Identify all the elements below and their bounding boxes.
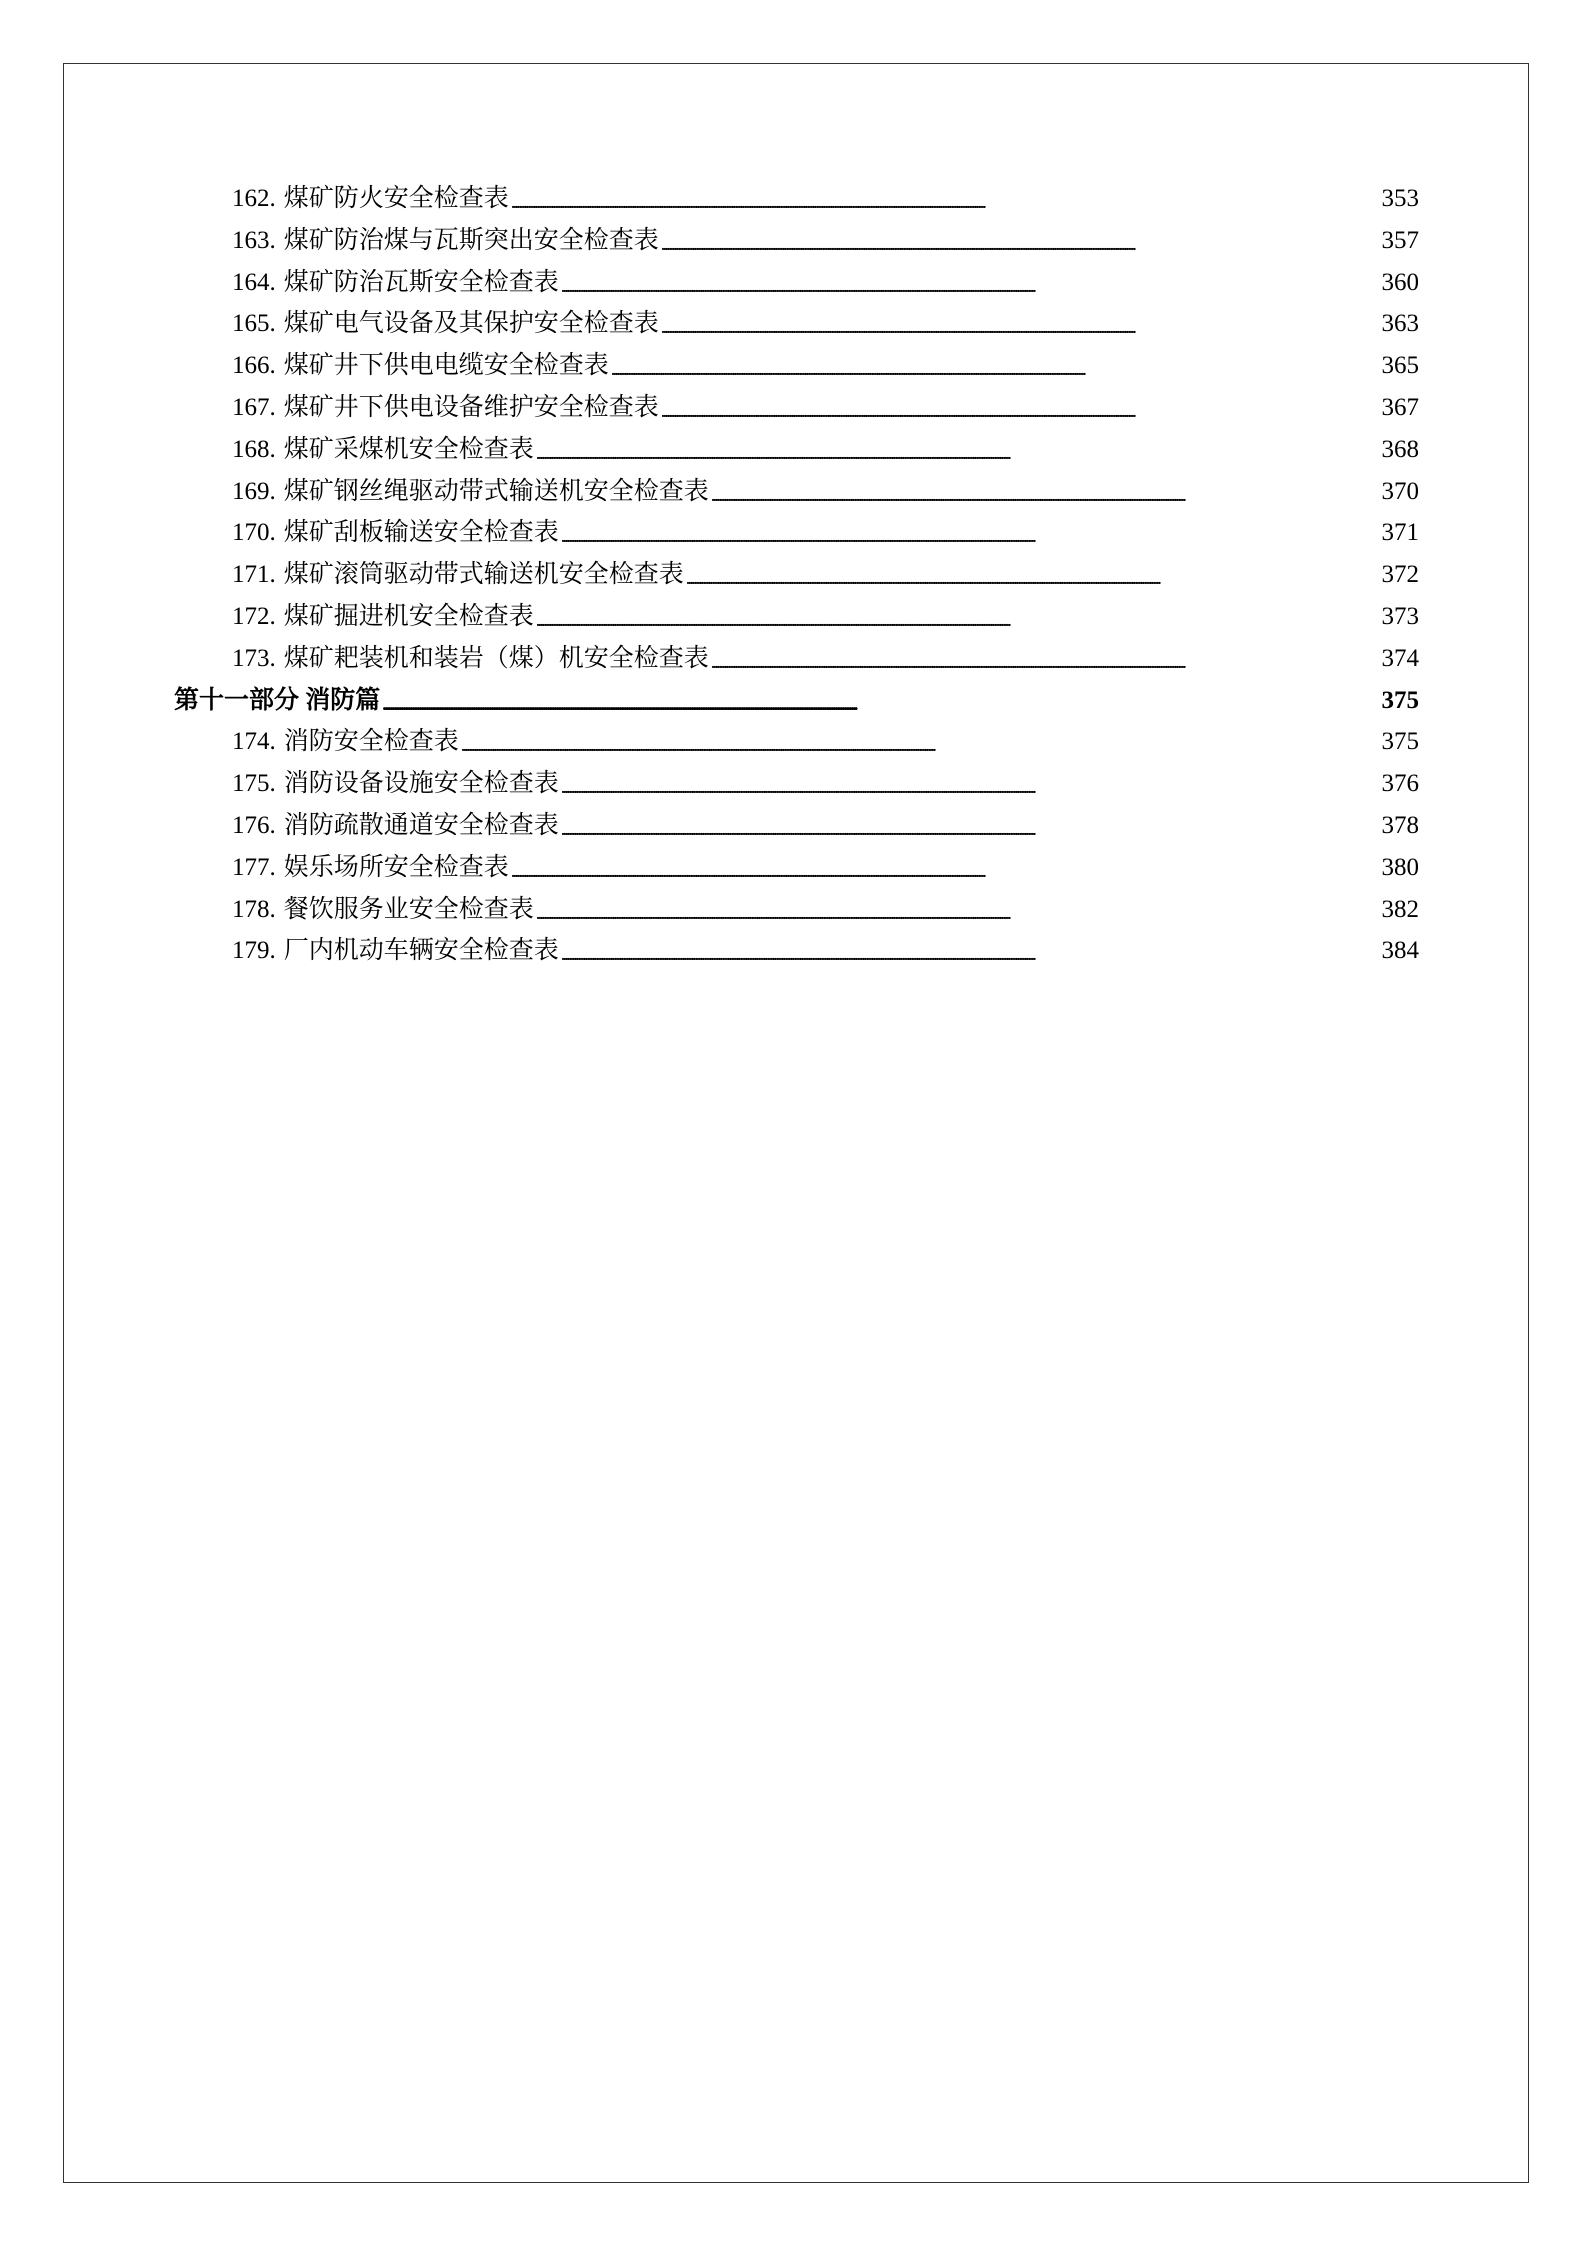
toc-entry[interactable] xyxy=(174,178,1419,220)
table-of-contents xyxy=(174,178,1419,972)
toc-entry-page: 376 xyxy=(1381,770,1419,798)
toc-entry-page: 370 xyxy=(1381,477,1419,505)
toc-entry[interactable] xyxy=(174,262,1419,304)
toc-entry[interactable] xyxy=(174,220,1419,262)
toc-entry-page: 373 xyxy=(1381,602,1419,630)
dot-leader xyxy=(511,193,1380,218)
toc-entry[interactable] xyxy=(174,805,1419,847)
toc-entry[interactable] xyxy=(174,512,1419,554)
toc-entry-number: 166. xyxy=(232,352,276,380)
toc-entry-number: 171. xyxy=(232,561,276,589)
toc-entry-title: 煤矿采煤机安全检查表 xyxy=(283,435,534,463)
toc-entry-title: 煤矿防治煤与瓦斯突出安全检查表 xyxy=(283,226,659,254)
toc-entry[interactable] xyxy=(174,429,1419,471)
dot-leader xyxy=(686,569,1380,594)
dot-leader xyxy=(561,527,1380,552)
toc-entry-title: 煤矿耙装机和装岩（煤）机安全检查表 xyxy=(283,644,709,672)
toc-entry-title: 煤矿电气设备及其保护安全检查表 xyxy=(283,310,659,338)
toc-entry-number: 173. xyxy=(232,644,276,672)
toc-entry-title: 厂内机动车辆安全检查表 xyxy=(283,937,559,965)
toc-entry-page: 382 xyxy=(1381,895,1419,923)
toc-entry-title: 消防疏散通道安全检查表 xyxy=(283,811,559,839)
toc-entry-title: 煤矿井下供电电缆安全检查表 xyxy=(283,352,609,380)
toc-entry-page: 353 xyxy=(1381,185,1419,212)
toc-entry[interactable] xyxy=(174,763,1419,805)
dot-leader xyxy=(661,402,1380,427)
toc-entry[interactable] xyxy=(174,596,1419,638)
toc-entry-title: 煤矿井下供电设备维护安全检查表 xyxy=(283,393,659,421)
toc-entry-title: 消防设备设施安全检查表 xyxy=(283,770,559,798)
toc-entry-page: 365 xyxy=(1381,352,1419,380)
toc-entry[interactable] xyxy=(174,303,1419,345)
dot-leader xyxy=(661,318,1380,343)
toc-entry-page: 384 xyxy=(1381,937,1419,965)
toc-entry[interactable] xyxy=(174,638,1419,680)
toc-section-page: 375 xyxy=(1381,686,1419,714)
dot-leader xyxy=(511,862,1380,887)
dot-leader xyxy=(536,904,1380,929)
dot-leader xyxy=(461,736,1380,761)
toc-entry-title: 煤矿滚筒驱动带式输送机安全检查表 xyxy=(283,561,684,589)
toc-entry-page: 367 xyxy=(1381,393,1419,421)
toc-entry-number: 168. xyxy=(232,435,276,463)
dot-leader xyxy=(561,945,1380,970)
toc-entry-page: 380 xyxy=(1381,853,1419,881)
toc-entry[interactable] xyxy=(174,554,1419,596)
toc-entry-page: 357 xyxy=(1381,226,1419,254)
toc-entry-title: 煤矿防火安全检查表 xyxy=(283,185,509,212)
toc-entry-number: 162. xyxy=(232,185,276,212)
toc-entry-number: 167. xyxy=(232,393,276,421)
toc-entry[interactable] xyxy=(174,721,1419,763)
toc-entry-title: 娱乐场所安全检查表 xyxy=(283,853,509,881)
toc-entry-number: 170. xyxy=(232,519,276,547)
toc-entry[interactable] xyxy=(174,889,1419,931)
toc-entry-title: 煤矿钢丝绳驱动带式输送机安全检查表 xyxy=(283,477,709,505)
toc-entry-title: 煤矿防治瓦斯安全检查表 xyxy=(283,268,559,296)
dot-leader xyxy=(382,695,1379,720)
toc-entry-page: 374 xyxy=(1381,644,1419,672)
toc-entry-number: 177. xyxy=(232,853,276,881)
dot-leader xyxy=(561,277,1380,302)
toc-entry-number: 174. xyxy=(232,728,276,756)
toc-entry-page: 378 xyxy=(1381,811,1419,839)
dot-leader xyxy=(661,235,1380,260)
dot-leader xyxy=(611,360,1380,385)
toc-entry[interactable] xyxy=(174,471,1419,513)
toc-entry-page: 375 xyxy=(1381,728,1419,756)
toc-entry-page: 372 xyxy=(1381,561,1419,589)
dot-leader xyxy=(711,653,1380,678)
toc-entry[interactable] xyxy=(174,345,1419,387)
toc-entry-page: 363 xyxy=(1381,310,1419,338)
toc-entry-number: 169. xyxy=(232,477,276,505)
dot-leader xyxy=(536,444,1380,469)
toc-section-title: 第十一部分 消防篇 xyxy=(174,686,381,714)
toc-entry[interactable] xyxy=(174,387,1419,429)
toc-entry-number: 178. xyxy=(232,895,276,923)
toc-entry[interactable] xyxy=(174,847,1419,889)
toc-entry-number: 175. xyxy=(232,770,276,798)
toc-entry-number: 179. xyxy=(232,937,276,965)
toc-entry-page: 360 xyxy=(1381,268,1419,296)
toc-entry-number: 176. xyxy=(232,811,276,839)
toc-entry-title: 消防安全检查表 xyxy=(283,728,459,756)
toc-section-heading[interactable] xyxy=(174,680,1419,722)
dot-leader xyxy=(561,778,1380,803)
toc-entry[interactable] xyxy=(174,930,1419,972)
dot-leader xyxy=(711,486,1380,511)
toc-entry-number: 172. xyxy=(232,602,276,630)
toc-entry-title: 煤矿掘进机安全检查表 xyxy=(283,602,534,630)
dot-leader xyxy=(561,820,1380,845)
toc-entry-number: 164. xyxy=(232,268,276,296)
toc-entry-number: 165. xyxy=(232,310,276,338)
toc-entry-title: 餐饮服务业安全检查表 xyxy=(283,895,534,923)
toc-entry-number: 163. xyxy=(232,226,276,254)
toc-entry-page: 368 xyxy=(1381,435,1419,463)
toc-entry-page: 371 xyxy=(1381,519,1419,547)
dot-leader xyxy=(536,611,1380,636)
toc-entry-title: 煤矿刮板输送安全检查表 xyxy=(283,519,559,547)
